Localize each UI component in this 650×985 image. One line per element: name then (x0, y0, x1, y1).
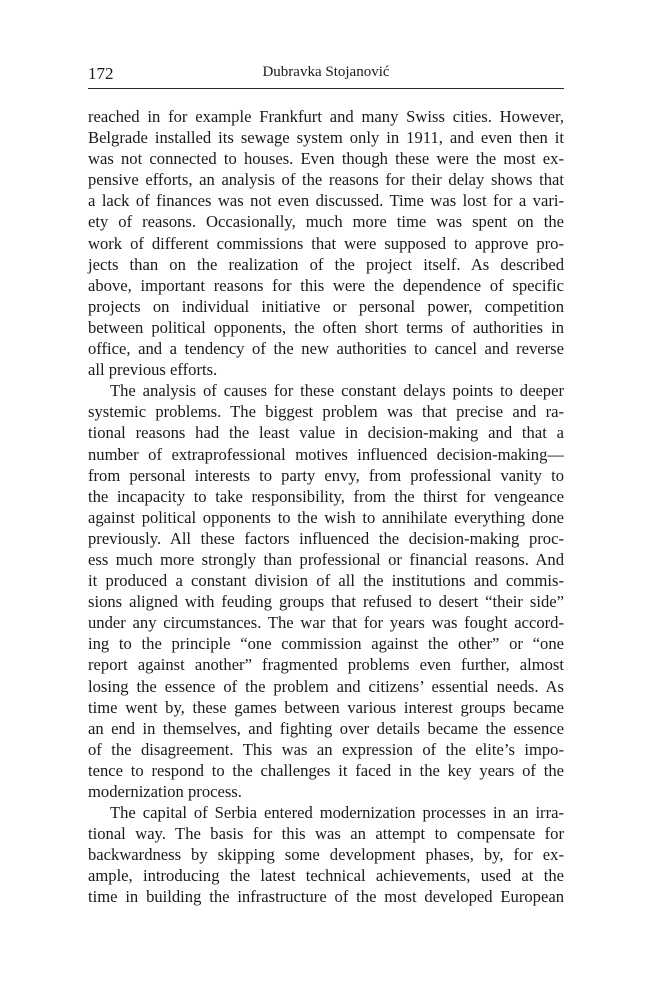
text-line: work of different commissions that were supposed to approve pro- (88, 233, 564, 253)
running-head (88, 60, 564, 84)
text-line: The capital of Serbia entered modernization processes in an irra- (110, 803, 564, 823)
paragraph (88, 802, 564, 907)
text-line: office, and a tendency of the new authorities to cancel and reverse (88, 339, 564, 359)
text-line: ample, introducing the latest technical achievements, used at the (88, 866, 564, 886)
text-line: a lack of finances was not even discussed. Time was lost for a vari- (88, 191, 564, 211)
text-line: The analysis of causes for these constant delays points to deeper (110, 381, 564, 401)
text-line: ess much more strongly than professional or financial reasons. And (88, 549, 564, 569)
text-line: modernization process. (88, 782, 242, 801)
text-line: ing to the principle “one commission against the other” or “one (88, 634, 564, 654)
text-line: Belgrade installed its sewage system only in 1911, and even then it (88, 128, 564, 148)
text-line: the incapacity to take responsibility, from the thirst for vengeance (88, 486, 564, 506)
text-line: time in building the infrastructure of the most developed European (88, 887, 564, 907)
text-line: previously. All these factors influenced the decision-making proc- (88, 528, 564, 548)
text-line: backwardness by skipping some development phases, by, for ex- (88, 845, 564, 865)
text-line: ety of reasons. Occasionally, much more time was spent on the (88, 212, 564, 232)
text-line: losing the essence of the problem and citizens’ essential needs. As (88, 676, 564, 696)
body-text (88, 106, 564, 908)
text-line: jects than on the realization of the project itself. As described (88, 254, 564, 274)
text-line: sions aligned with feuding groups that refused to desert “their side” (88, 592, 564, 612)
text-line: pensive efforts, an analysis of the reasons for their delay shows that (88, 170, 564, 190)
text-line: from personal interests to party envy, from professional vanity to (88, 465, 564, 485)
text-line: all previous efforts. (88, 360, 218, 380)
text-line: an end in themselves, and fighting over details became the essence (88, 718, 564, 738)
page-number: 172 (88, 64, 114, 83)
text-line: between political opponents, the often short terms of authorities in (88, 317, 564, 337)
text-line: projects on individual initiative or personal power, competition (88, 296, 564, 316)
text-line: under any circumstances. The war that for years was fought accord- (88, 613, 564, 633)
text-line: tional reasons had the least value in decision-making and that a (88, 423, 564, 443)
text-line: it produced a constant division of all the institutions and commis- (88, 571, 564, 591)
text-line: systemic problems. The biggest problem was that precise and ra- (88, 402, 564, 422)
text-line: was not connected to houses. Even though these were the most ex- (88, 149, 564, 169)
text-line: tence to respond to the challenges it faced in the key years of the (88, 760, 564, 780)
paragraph (88, 380, 564, 802)
text-line: against political opponents to the wish to annihilate everything done (88, 507, 564, 527)
running-title-author: Dubravka Stojanović (262, 64, 390, 80)
header-rule (88, 88, 564, 89)
text-line: above, important reasons for this were the dependence of specific (88, 275, 564, 295)
text-line: tional way. The basis for this was an attempt to compensate for (88, 824, 564, 844)
text-line: report against another” fragmented problems even further, almost (88, 655, 564, 675)
book-page (88, 60, 564, 908)
text-line: number of extraprofessional motives influenced decision-making— (88, 444, 564, 464)
paragraph (88, 106, 564, 380)
text-line: time went by, these games between various interest groups became (88, 697, 564, 717)
text-line: of the disagreement. This was an expression of the elite’s impo- (88, 739, 564, 759)
text-line: reached in for example Frankfurt and many Swiss cities. However, (88, 107, 564, 126)
